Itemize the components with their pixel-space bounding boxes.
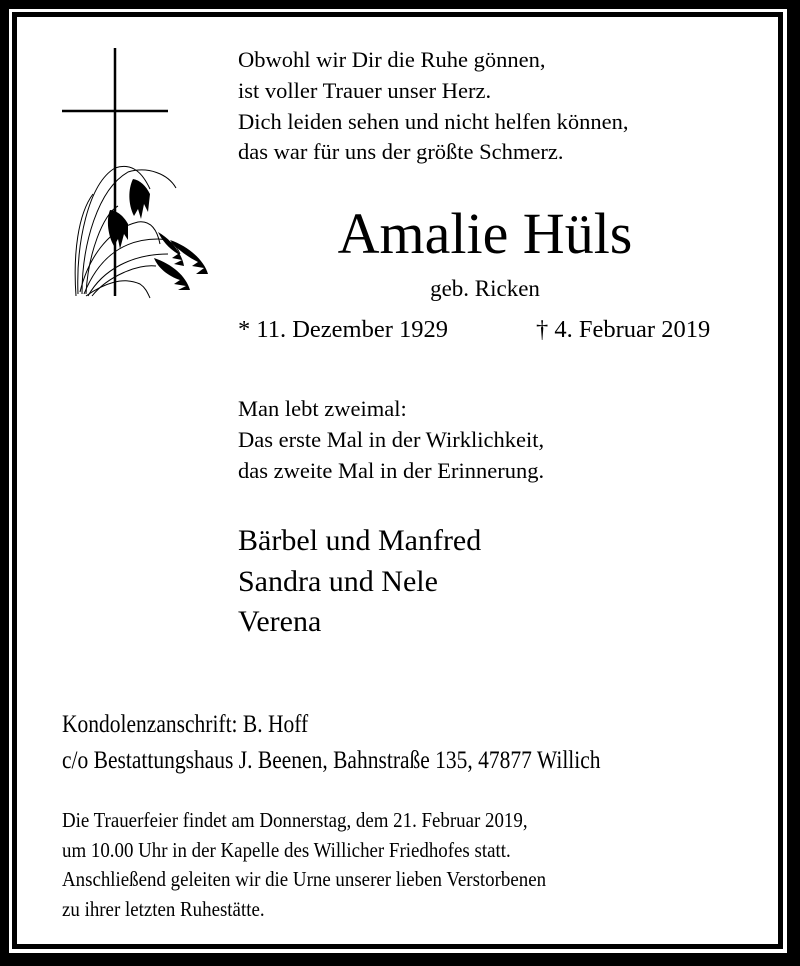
verse-top [238, 45, 629, 168]
verse-middle [238, 394, 544, 486]
verse-top-line: ist voller Trauer unser Herz. [238, 77, 492, 103]
service-line: Die Trauerfeier findet am Donnerstag, dem 21. Februar 2019, [62, 808, 528, 832]
service-line: Anschließend geleiten wir die Urne unserer lieben Verstorbenen [62, 867, 547, 891]
service-line: um 10.00 Uhr in der Kapelle des Willicher Friedhofes statt. [62, 837, 511, 862]
address-line: Kondolenzanschrift: B. Hoff [62, 711, 309, 738]
verse-top-line: Obwohl wir Dir die Ruhe gönnen, [238, 47, 546, 72]
verse-top-line: Dich leiden sehen und nicht helfen können, [238, 108, 629, 134]
verse-middle-line: Man lebt zweimal: [238, 396, 407, 421]
funeral-service-info [62, 806, 546, 924]
condolence-address [62, 707, 601, 779]
verse-middle-line: das zweite Mal in der Erinnerung. [238, 457, 545, 483]
death-date: † 4. Februar 2019 [536, 316, 711, 343]
maiden-name: geb. Ricken [430, 276, 540, 301]
mourners-list [238, 521, 481, 643]
address-line: c/o Bestattungshaus J. Beenen, Bahnstraße 135, 47877 Willich [62, 747, 601, 774]
birth-date: * 11. Dezember 1929 [238, 316, 448, 343]
deceased-name: Amalie Hüls [337, 201, 633, 266]
service-line: zu ihrer letzten Ruhestätte. [62, 896, 265, 921]
cross-with-wheat-icon [58, 44, 218, 302]
verse-middle-line: Das erste Mal in der Wirklichkeit, [238, 426, 545, 452]
mourner: Bärbel und Manfred [238, 524, 482, 557]
mourner: Verena [238, 605, 322, 638]
mourner: Sandra und Nele [238, 564, 438, 598]
verse-top-line: das war für uns der größte Schmerz. [238, 139, 564, 165]
